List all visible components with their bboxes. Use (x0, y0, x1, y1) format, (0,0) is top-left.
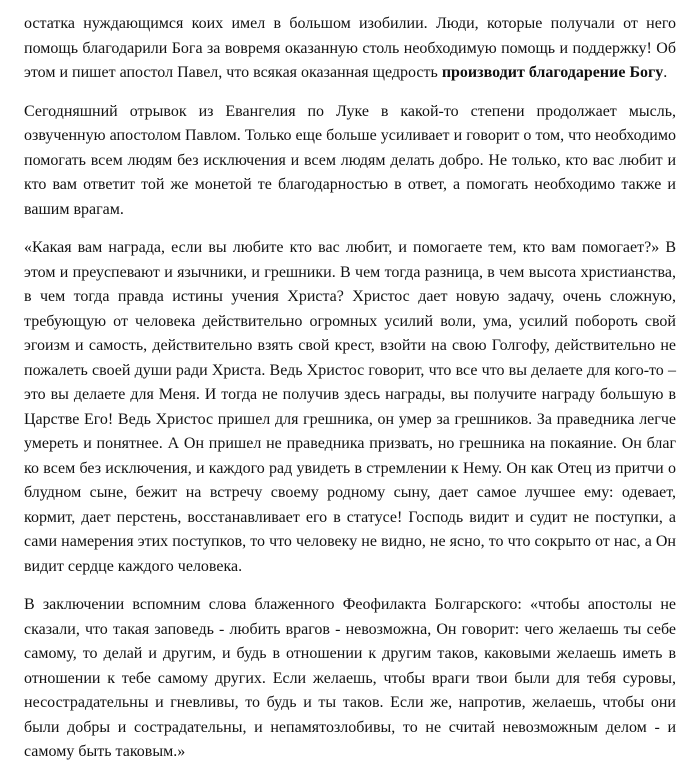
paragraph-2: Сегодняшний отрывок из Евангелия по Луке в какой-то степени продолжает мысль, озвученную апостолом Павлом. Только еще больше усиливает и говорит о том, что необходимо помогать всем людям без исключения и всем людям делать добро. Не только, кто вас любит и кто вам ответит той же монетой те благодарностью в ответ, а помогать необходимо также и вашим врагам. (24, 102, 676, 218)
paragraph-1-ending: . (663, 64, 668, 81)
paragraph-3: «Какая вам награда, если вы любите кто вас любит, и помогаете тем, кто вам помогает?» В этом и преуспевают и язычники, и грешники. В чем тогда разница, в чем высота христианства, в чем тогда правда истины учения Христа? Христос дает новую задачу, очень сложную, требующую от человека действительно огромных усилий воли, ума, усилий побороть свой эгоизм и самость, действительно взять свой крест, взойти на свою Голгофу, действительно не пожалеть своей души ради Христа. Ведь Христос говорит, что все что вы делаете для кого-то – это вы делаете для Меня. И тогда не получив здесь награды, вы получите награду большую в Царстве Его! Ведь Христос пришел для грешника, он умер за грешников. За праведника легче умереть и понятнее. А Он пришел не праведника призвать, но грешника на покаяние. Он благ ко всем без исключения, и каждого рад увидеть в стремлении к Нему. Он как Отец из притчи о блудном сыне, бежит на встречу своему родному сыну, дает самое лучшее ему: одевает, кормит, дает перстень, восстанавливает его в статусе! Господь видит и судит не поступки, а сами намерения этих поступков, то что человеку не видно, не ясно, то что сокрыто от нас, а Он видит сердце каждого человека. (24, 239, 676, 575)
paragraph-4: В заключении вспомним слова блаженного Феофилакта Болгарского: «чтобы апостолы не сказали, что такая заповедь - любить врагов - невозможна, Он говорит: чего желаешь ты себе самому, то делай и другим, и будь в отношении к другим таков, каковыми желаешь иметь в отношении к тебе самому других. Если желаешь, чтобы враги твои были для тебя суровы, несострадательны и гневливы, то будь и ты таков. Если же, напротив, желаешь, чтобы они были добры и сострадательны, и непамятозлобивы, то не считай невозможным делом - и самому быть таковым.» (24, 596, 676, 760)
paragraph-1-bold-phrase: производит благодарение Богу (441, 64, 664, 81)
paragraph-1 (24, 12, 676, 86)
paragraph-1-text: остатка нуждающимся коих имел в большом изобилии. Люди, которые получали от него помощь благодарили Бога за вовремя оказанную столь необходимую помощь и поддержку! Об этом и пишет апостол Павел, что всякая оказанная щедрость (24, 15, 676, 81)
document-page (24, 12, 676, 779)
